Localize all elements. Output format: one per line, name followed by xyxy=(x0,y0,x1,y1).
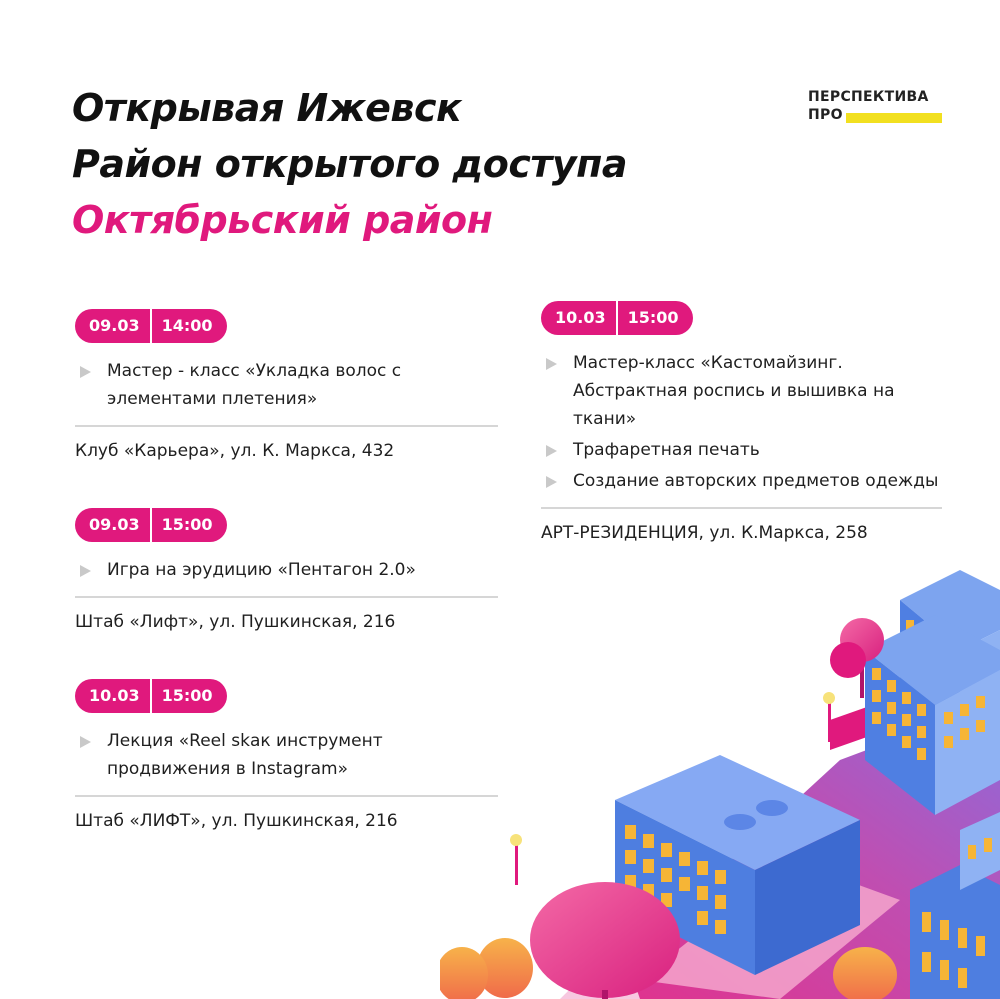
event-place: Штаб «Лифт», ул. Пушкинская, 216 xyxy=(75,612,396,632)
logo-yellow-bar xyxy=(846,113,942,123)
bullet-triangle-icon xyxy=(80,366,91,378)
bullet-triangle-icon xyxy=(546,445,557,457)
event-items xyxy=(75,556,498,584)
event-place: Клуб «Карьера», ул. К. Маркса, 432 xyxy=(75,441,395,461)
event-card-3 xyxy=(75,679,498,833)
bullet-triangle-icon xyxy=(546,358,557,370)
event-time: 15:00 xyxy=(161,686,213,705)
event-time: 14:00 xyxy=(161,316,213,335)
district-title: Октябрьский район xyxy=(72,198,493,242)
event-item xyxy=(541,467,942,495)
event-date: 10.03 xyxy=(75,679,152,713)
event-item-text: Мастер - класс «Укладка волос с элементами плетения» xyxy=(107,361,402,409)
event-card-1 xyxy=(75,309,498,463)
event-time: 15:00 xyxy=(161,515,213,534)
divider xyxy=(541,507,942,509)
poster-title xyxy=(72,80,627,248)
event-item xyxy=(541,436,942,464)
event-date: 09.03 xyxy=(75,309,152,343)
isometric-city-illustration xyxy=(440,559,1000,999)
event-place: Штаб «ЛИФТ», ул. Пушкинская, 216 xyxy=(75,811,398,831)
event-item-text: Лекция «Reel skак инструмент продвижения в Instagram» xyxy=(107,731,383,779)
divider xyxy=(75,425,498,427)
logo-line-1: ПЕРСПЕКТИВА xyxy=(808,89,929,105)
logo-line-2 xyxy=(808,106,929,124)
event-items xyxy=(75,727,498,783)
event-item xyxy=(75,357,498,413)
bullet-triangle-icon xyxy=(80,565,91,577)
event-item xyxy=(75,727,498,783)
event-badge xyxy=(75,508,227,542)
event-item xyxy=(75,556,498,584)
event-item-text: Игра на эрудицию «Пентагон 2.0» xyxy=(107,560,416,580)
event-items xyxy=(75,357,498,413)
event-item-text: Создание авторских предметов одежды xyxy=(573,471,939,491)
perspektiva-pro-logo xyxy=(808,88,929,124)
bullet-triangle-icon xyxy=(80,736,91,748)
title-line-1: Открывая Ижевск xyxy=(72,86,462,130)
event-item xyxy=(541,349,942,433)
event-date: 09.03 xyxy=(75,508,152,542)
event-place: АРТ-РЕЗИДЕНЦИЯ, ул. К.Маркса, 258 xyxy=(541,523,868,543)
event-date: 10.03 xyxy=(541,301,618,335)
event-card-2 xyxy=(75,508,498,634)
logo-line-2-text: ПРО xyxy=(808,107,843,123)
event-item-text: Мастер-класс «Кастомайзинг. Абстрактная роспись и вышивка на ткани» xyxy=(573,353,895,429)
divider xyxy=(75,596,498,598)
event-item-text: Трафаретная печать xyxy=(573,440,760,460)
event-badge xyxy=(75,309,227,343)
event-badge xyxy=(541,301,693,335)
event-items xyxy=(541,349,942,495)
tree-orange-1 xyxy=(440,938,533,999)
event-badge xyxy=(75,679,227,713)
event-card-4 xyxy=(541,301,942,545)
bullet-triangle-icon xyxy=(546,476,557,488)
title-line-2: Район открытого доступа xyxy=(72,142,628,186)
event-time: 15:00 xyxy=(627,308,679,327)
divider xyxy=(75,795,498,797)
